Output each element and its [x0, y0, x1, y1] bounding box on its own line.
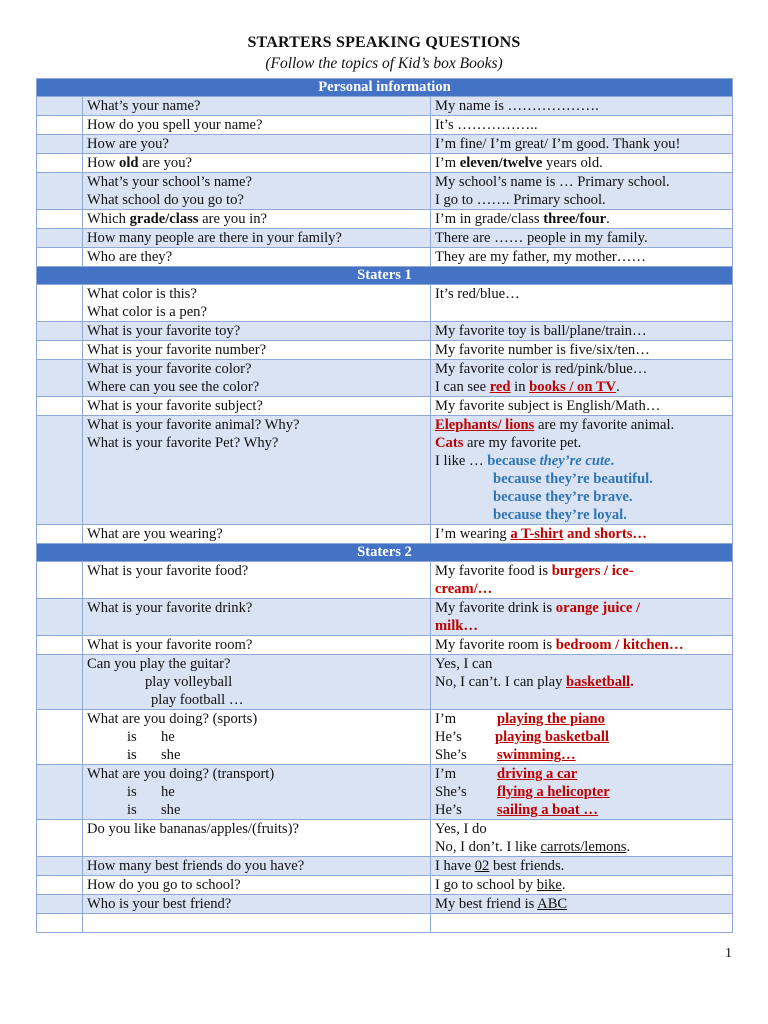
answer-cell: It’s ……………..	[431, 116, 733, 135]
table-row	[37, 525, 733, 544]
answer-cell: I go to school by bike.	[431, 876, 733, 895]
question-cell: How many best friends do you have?	[83, 857, 431, 876]
table-row	[37, 820, 733, 857]
answer-cell: I’m driving a car She’s flying a helicopter He’s sailing a boat …	[431, 765, 733, 820]
blank-cell	[37, 248, 83, 267]
blank-cell	[37, 655, 83, 710]
answer-cell: I’m in grade/class three/four.	[431, 210, 733, 229]
answer-cell: My favorite subject is English/Math…	[431, 397, 733, 416]
question-cell: What’s your school’s name? What school do you go to?	[83, 173, 431, 210]
blank-cell	[37, 360, 83, 397]
question-cell: How old are you?	[83, 154, 431, 173]
answer-cell: Yes, I do No, I don’t. I like carrots/lemons.	[431, 820, 733, 857]
question-cell: How do you spell your name?	[83, 116, 431, 135]
table-row	[37, 135, 733, 154]
question-cell: What is your favorite drink?	[83, 599, 431, 636]
question-cell: What is your favorite number?	[83, 341, 431, 360]
table-row	[37, 895, 733, 914]
blank-cell	[37, 154, 83, 173]
blank-cell	[37, 416, 83, 525]
question-cell: What is your favorite toy?	[83, 322, 431, 341]
answer-cell: I’m eleven/twelve years old.	[431, 154, 733, 173]
blank-cell	[37, 397, 83, 416]
table-row	[37, 599, 733, 636]
answer-cell: My favorite food is burgers / ice- cream/…	[431, 562, 733, 599]
section-header-staters-2	[37, 544, 733, 562]
table-row	[37, 173, 733, 210]
blank-cell	[83, 914, 431, 933]
table-row	[37, 765, 733, 820]
question-cell: What color is this? What color is a pen?	[83, 285, 431, 322]
table-row	[37, 116, 733, 135]
blank-cell	[37, 525, 83, 544]
question-cell: Can you play the guitar? play volleyball play football …	[83, 655, 431, 710]
question-cell: How many people are there in your family?	[83, 229, 431, 248]
question-cell: Which grade/class are you in?	[83, 210, 431, 229]
blank-cell	[37, 173, 83, 210]
blank-cell	[37, 820, 83, 857]
table-row	[37, 636, 733, 655]
question-cell: What is your favorite color? Where can you see the color?	[83, 360, 431, 397]
answer-cell: My favorite room is bedroom / kitchen…	[431, 636, 733, 655]
blank-cell	[37, 857, 83, 876]
question-cell: How are you?	[83, 135, 431, 154]
answer-cell: Elephants/ lions are my favorite animal. Cats are my favorite pet. I like … because they’re cute. because they’re beautiful. because they’re brave. because they’re loyal.	[431, 416, 733, 525]
table-row	[37, 97, 733, 116]
answer-cell: My favorite toy is ball/plane/train…	[431, 322, 733, 341]
table-row	[37, 562, 733, 599]
answer-cell: I’m wearing a T-shirt and shorts…	[431, 525, 733, 544]
table-row	[37, 229, 733, 248]
section-header-personal	[37, 79, 733, 97]
table-row	[37, 416, 733, 525]
answer-cell: They are my father, my mother……	[431, 248, 733, 267]
question-cell: What is your favorite food?	[83, 562, 431, 599]
question-cell: What are you doing? (transport) is he is she	[83, 765, 431, 820]
blank-cell	[37, 765, 83, 820]
question-cell: What is your favorite room?	[83, 636, 431, 655]
question-cell: How do you go to school?	[83, 876, 431, 895]
question-cell: What are you wearing?	[83, 525, 431, 544]
answer-cell: Yes, I can No, I can’t. I can play basketball.	[431, 655, 733, 710]
page-title: STARTERS SPEAKING QUESTIONS	[247, 34, 521, 51]
table-row	[37, 857, 733, 876]
table-row	[37, 397, 733, 416]
answer-cell: I’m playing the piano He’s playing basketball She’s swimming…	[431, 710, 733, 765]
blank-cell	[37, 914, 83, 933]
answer-cell: I’m fine/ I’m great/ I’m good. Thank you!	[431, 135, 733, 154]
table-row	[37, 710, 733, 765]
question-cell: What are you doing? (sports) is he is she	[83, 710, 431, 765]
blank-cell	[37, 876, 83, 895]
question-cell: Who is your best friend?	[83, 895, 431, 914]
answer-cell: My name is ……………….	[431, 97, 733, 116]
blank-cell	[37, 895, 83, 914]
table-row	[37, 360, 733, 397]
blank-cell	[37, 135, 83, 154]
question-cell: What is your favorite subject?	[83, 397, 431, 416]
blank-cell	[37, 210, 83, 229]
table-row	[37, 655, 733, 710]
answer-cell: My best friend is ABC	[431, 895, 733, 914]
questions-table	[36, 78, 733, 933]
page-subtitle: (Follow the topics of Kid’s box Books)	[265, 55, 503, 72]
table-row-empty	[37, 914, 733, 933]
table-row	[37, 210, 733, 229]
section-title: Staters 2	[37, 544, 733, 562]
answer-cell: It’s red/blue…	[431, 285, 733, 322]
blank-cell	[37, 562, 83, 599]
table-row	[37, 322, 733, 341]
question-cell: What’s your name?	[83, 97, 431, 116]
answer-cell: My favorite number is five/six/ten…	[431, 341, 733, 360]
blank-cell	[37, 285, 83, 322]
question-cell: Who are they?	[83, 248, 431, 267]
table-row	[37, 876, 733, 895]
blank-cell	[37, 322, 83, 341]
section-header-staters-1	[37, 267, 733, 285]
blank-cell	[37, 710, 83, 765]
blank-cell	[37, 636, 83, 655]
blank-cell	[431, 914, 733, 933]
question-cell: What is your favorite animal? Why? What is your favorite Pet? Why?	[83, 416, 431, 525]
answer-cell: My school’s name is … Primary school. I go to ……. Primary school.	[431, 173, 733, 210]
answer-cell: I have 02 best friends.	[431, 857, 733, 876]
table-row	[37, 248, 733, 267]
blank-cell	[37, 229, 83, 248]
question-cell: Do you like bananas/apples/(fruits)?	[83, 820, 431, 857]
answer-cell: My favorite drink is orange juice / milk…	[431, 599, 733, 636]
answer-cell: My favorite color is red/pink/blue… I can see red in books / on TV.	[431, 360, 733, 397]
table-row	[37, 285, 733, 322]
blank-cell	[37, 97, 83, 116]
blank-cell	[37, 341, 83, 360]
blank-cell	[37, 116, 83, 135]
page-number: 1	[725, 946, 732, 961]
section-title: Staters 1	[37, 267, 733, 285]
answer-cell: There are …… people in my family.	[431, 229, 733, 248]
blank-cell	[37, 599, 83, 636]
table-row	[37, 341, 733, 360]
section-title: Personal information	[37, 79, 733, 97]
table-row	[37, 154, 733, 173]
